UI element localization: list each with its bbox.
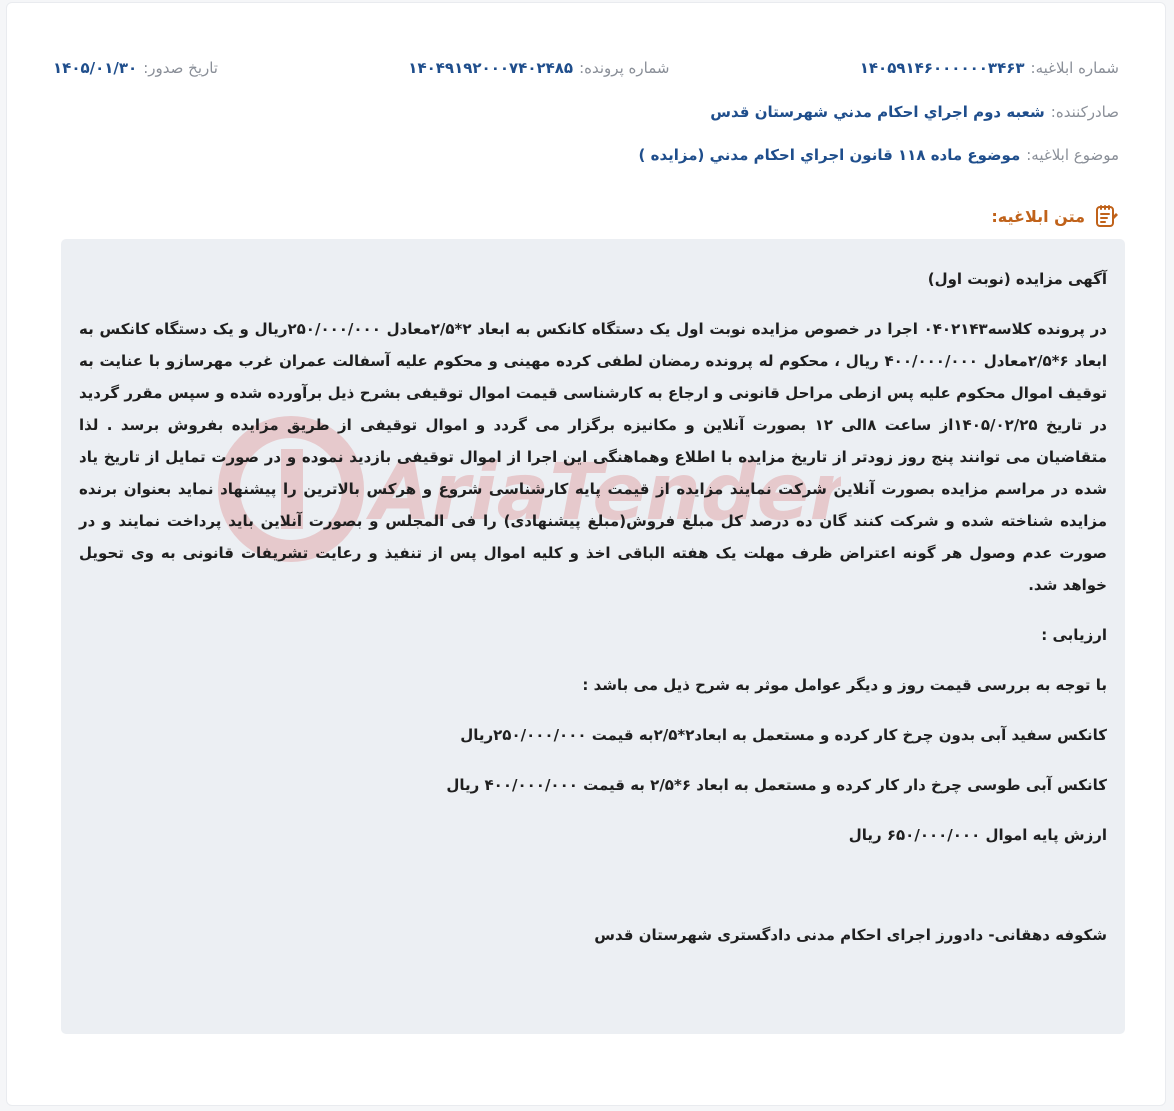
signature: شکوفه دهقانی- دادورز اجرای احکام مدنی دادگستری شهرستان قدس (594, 926, 1107, 944)
issue-date-value: ۱۴۰۵/۰۱/۳۰ (53, 59, 138, 77)
watermark-text: AriaTender (371, 448, 837, 538)
notice-number-label: شماره ابلاغیه: (1030, 59, 1119, 77)
issue-date-field (53, 59, 218, 77)
subject-label: موضوع ابلاغیه: (1026, 146, 1119, 164)
issuer-value: شعبه دوم اجراي احكام مدني شهرستان قدس (710, 103, 1045, 121)
document-list-icon (1093, 203, 1119, 229)
subject-value: موضوع ماده ۱۱۸ قانون اجراي احكام مدني (مزايده ) (638, 146, 1021, 164)
issuer-label: صادرکننده: (1050, 103, 1119, 121)
case-number-label: شماره پرونده: (579, 59, 670, 77)
evaluation-item-1: کانکس سفید آبی بدون چرخ کار کرده و مستعمل به ابعاد۲*۲/۵به قیمت ۲۵۰/۰۰۰/۰۰۰ریال (460, 726, 1107, 744)
case-number-value: ۱۴۰۴۹۱۹۲۰۰۰۷۴۰۲۴۸۵ (408, 59, 574, 77)
notice-text-section-title (991, 203, 1119, 229)
subject-field (53, 146, 1119, 164)
notice-number-value: ۱۴۰۵۹۱۴۶۰۰۰۰۰۰۳۴۶۳ (859, 59, 1025, 77)
notice-body (61, 239, 1125, 1034)
notice-paragraph: در پرونده کلاسه۰۴۰۲۱۴۳ اجرا در خصوص مزایده نوبت اول یک دستگاه کانکس به ابعاد ۲*۲/۵معادل ۲۵۰/۰۰۰/۰۰۰ریال و یک دستگاه کانکس به ابعاد ۶*۲/۵معادل ۴۰۰/۰۰۰/۰۰۰ ریال ، محکوم له پرونده رمضان لطفی کرده مهینی و محکوم علیه آسفالت عمران غرب مهرسازو با عنایت به توقیف اموال محکوم علیه پس ازطی مراحل قانونی و ارجاع به کارشناسی قیمت اموال توقیفی بشرح ذیل برآورده شده و سپس مقرر گردید در تاریخ ۱۴۰۵/۰۲/۲۵از ساعت ۸الی ۱۲ بصورت آنلاین و مکانیزه برگزار می گردد و اموال توقیفی از طریق مزایده بفروش برسد . لذا متقاضیان می توانند پنج روز زودتر از تاریخ مزایده با اطلاع وهماهنگی این اجرا از اموال توقیفی بازدید نموده و در صورت تمایل از تاریخ یاد شده در مراسم مزایده بصورت آنلاین شرکت نمایند مزایده از قیمت پایه کارشناسی شروع و هرکس بالاترین را پیشنهاد نماید بعنوان برنده مزایده شناخته شده و شرکت کنند گان ده درصد کل مبلغ فروش(مبلغ پیشنهادی) را فی المجلس و بصورت آنلاین باید پرداخت نمایند و در صورت عدم وصول هر گونه اعتراض ظرف مهلت یک هفته الباقی اخذ و کلیه اموال پس از تنفیذ و رعایت تشریفات قانونی به وی تحویل خواهد شد. (79, 320, 1108, 594)
issue-date-label: تاریخ صدور: (143, 59, 218, 77)
evaluation-intro: با توجه به بررسی قیمت روز و دیگر عوامل موثر به شرح ذیل می باشد : (582, 676, 1107, 694)
evaluation-item-2: کانکس آبی طوسی چرخ دار کار کرده و مستعمل به ابعاد ۶*۲/۵ به قیمت ۴۰۰/۰۰۰/۰۰۰ ریال (446, 776, 1107, 794)
notice-card (6, 2, 1166, 1106)
section-title-text: متن ابلاغیه: (991, 206, 1085, 226)
evaluation-label: ارزیابی : (1041, 626, 1107, 644)
base-value: ارزش پایه اموال ۶۵۰/۰۰۰/۰۰۰ ریال (848, 826, 1107, 844)
notice-heading: آگهی مزایده (نوبت اول) (927, 270, 1107, 288)
issuer-field (53, 103, 1119, 121)
case-number-field (408, 59, 669, 77)
notice-number-field (860, 59, 1119, 77)
header-meta-row (53, 59, 1119, 77)
